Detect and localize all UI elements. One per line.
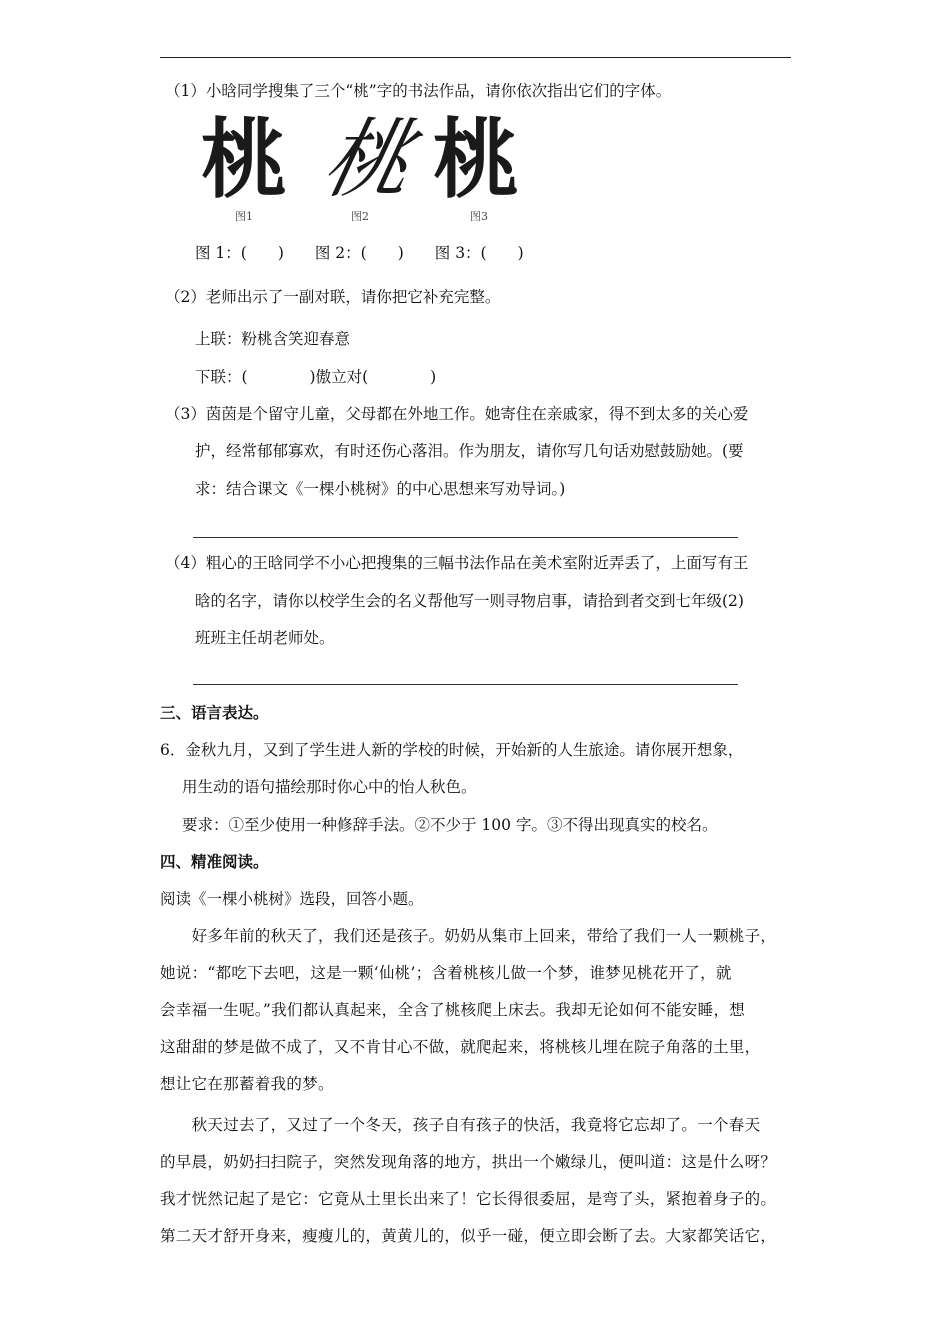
- passage-line: 我才恍然记起了是它：它竟从土里长出来了！它长得很委屈，是弯了头，紧抱着身子的。: [160, 1190, 777, 1208]
- passage-line: 的早晨，奶奶扫扫院子，突然发现角落的地方，拱出一个嫩绿儿，便叫道：这是什么呀？: [160, 1153, 777, 1171]
- passage-line: 想让它在那蓄着我的梦。: [160, 1075, 334, 1093]
- passage-line: 好多年前的秋天了，我们还是孩子。奶奶从集市上回来，带给了我们一人一颗桃子，: [160, 927, 777, 945]
- q2-upper-couplet: 上联：粉桃含笑迎春意: [195, 330, 351, 348]
- q1-answer-row: 图 1：( ) 图 2：( ) 图 3：( ): [195, 244, 524, 262]
- q2-text: （2）老师出示了一副对联，请你把它补充完整。: [165, 288, 501, 306]
- q2-lower-couplet: 下联：( )傲立对( ): [195, 368, 437, 386]
- passage-line: 第二天才舒开身来，瘦瘦儿的，黄黄儿的，似乎一碰，便立即会断了去。大家都笑话它，: [160, 1227, 777, 1245]
- q3-answer-line[interactable]: [193, 537, 738, 538]
- q6-line-2: 用生动的语句描绘那时你心中的怡人秋色。: [182, 778, 477, 796]
- q3-line-3: 求：结合课文《一棵小桃树》的中心思想来写劝导词。): [195, 480, 566, 498]
- header-rule: [160, 57, 791, 58]
- calligraphy-char-1: 桃: [201, 109, 287, 210]
- q3-line-2: 护，经常郁郁寡欢，有时还伤心落泪。作为朋友，请你写几句话劝慰鼓励她。(要: [195, 442, 744, 460]
- passage-line: 她说：“都吃下去吧，这是一颗‘仙桃’；含着桃核儿做一个梦，谁梦见桃花开了，就: [160, 964, 732, 982]
- q4-line-2: 晗的名字，请你以校学生会的名义帮他写一则寻物启事，请拾到者交到七年级(2): [195, 592, 744, 610]
- passage-line: 会幸福一生呢。”我们都认真起来，全含了桃核爬上床去。我却无论如何不能安睡，想: [160, 1001, 746, 1019]
- q6-requirement: 要求：①至少使用一种修辞手法。②不少于 100 字。③不得出现真实的校名。: [182, 816, 718, 834]
- calligraphy-char-2: 桃: [314, 110, 422, 210]
- q1-text: （1）小晗同学搜集了三个“桃”字的书法作品，请你依次指出它们的字体。: [165, 82, 672, 100]
- calligraphy-caption-1: 图1: [235, 210, 253, 223]
- q6-line-1: 6．金秋九月，又到了学生进人新的学校的时候，开始新的人生旅途。请你展开想象，: [160, 741, 744, 759]
- passage-line: 秋天过去了，又过了一个冬天，孩子自有孩子的快活，我竟将它忘却了。一个春天: [160, 1116, 761, 1134]
- q4-line-1: （4）粗心的王晗同学不小心把搜集的三幅书法作品在美术室附近弄丢了，上面写有王: [165, 554, 749, 572]
- q4-answer-line[interactable]: [193, 684, 738, 685]
- q4-line-3: 班班主任胡老师处。: [195, 629, 335, 647]
- q3-line-1: （3）茵茵是个留守儿童，父母都在外地工作。她寄住在亲戚家，得不到太多的关心爱: [165, 405, 749, 423]
- calligraphy-caption-3: 图3: [470, 210, 488, 223]
- section-3-heading: 三、语言表达。: [160, 703, 269, 722]
- passage-line: 这甜甜的梦是做不成了，又不肯甘心不做，就爬起来，将桃核儿埋在院子角落的土里，: [160, 1038, 761, 1056]
- reading-intro: 阅读《一棵小桃树》选段，回答小题。: [160, 890, 424, 908]
- calligraphy-char-3: 桃: [433, 110, 519, 210]
- section-4-heading: 四、精准阅读。: [160, 852, 269, 871]
- calligraphy-caption-2: 图2: [351, 210, 369, 223]
- calligraphy-figure: [195, 109, 540, 224]
